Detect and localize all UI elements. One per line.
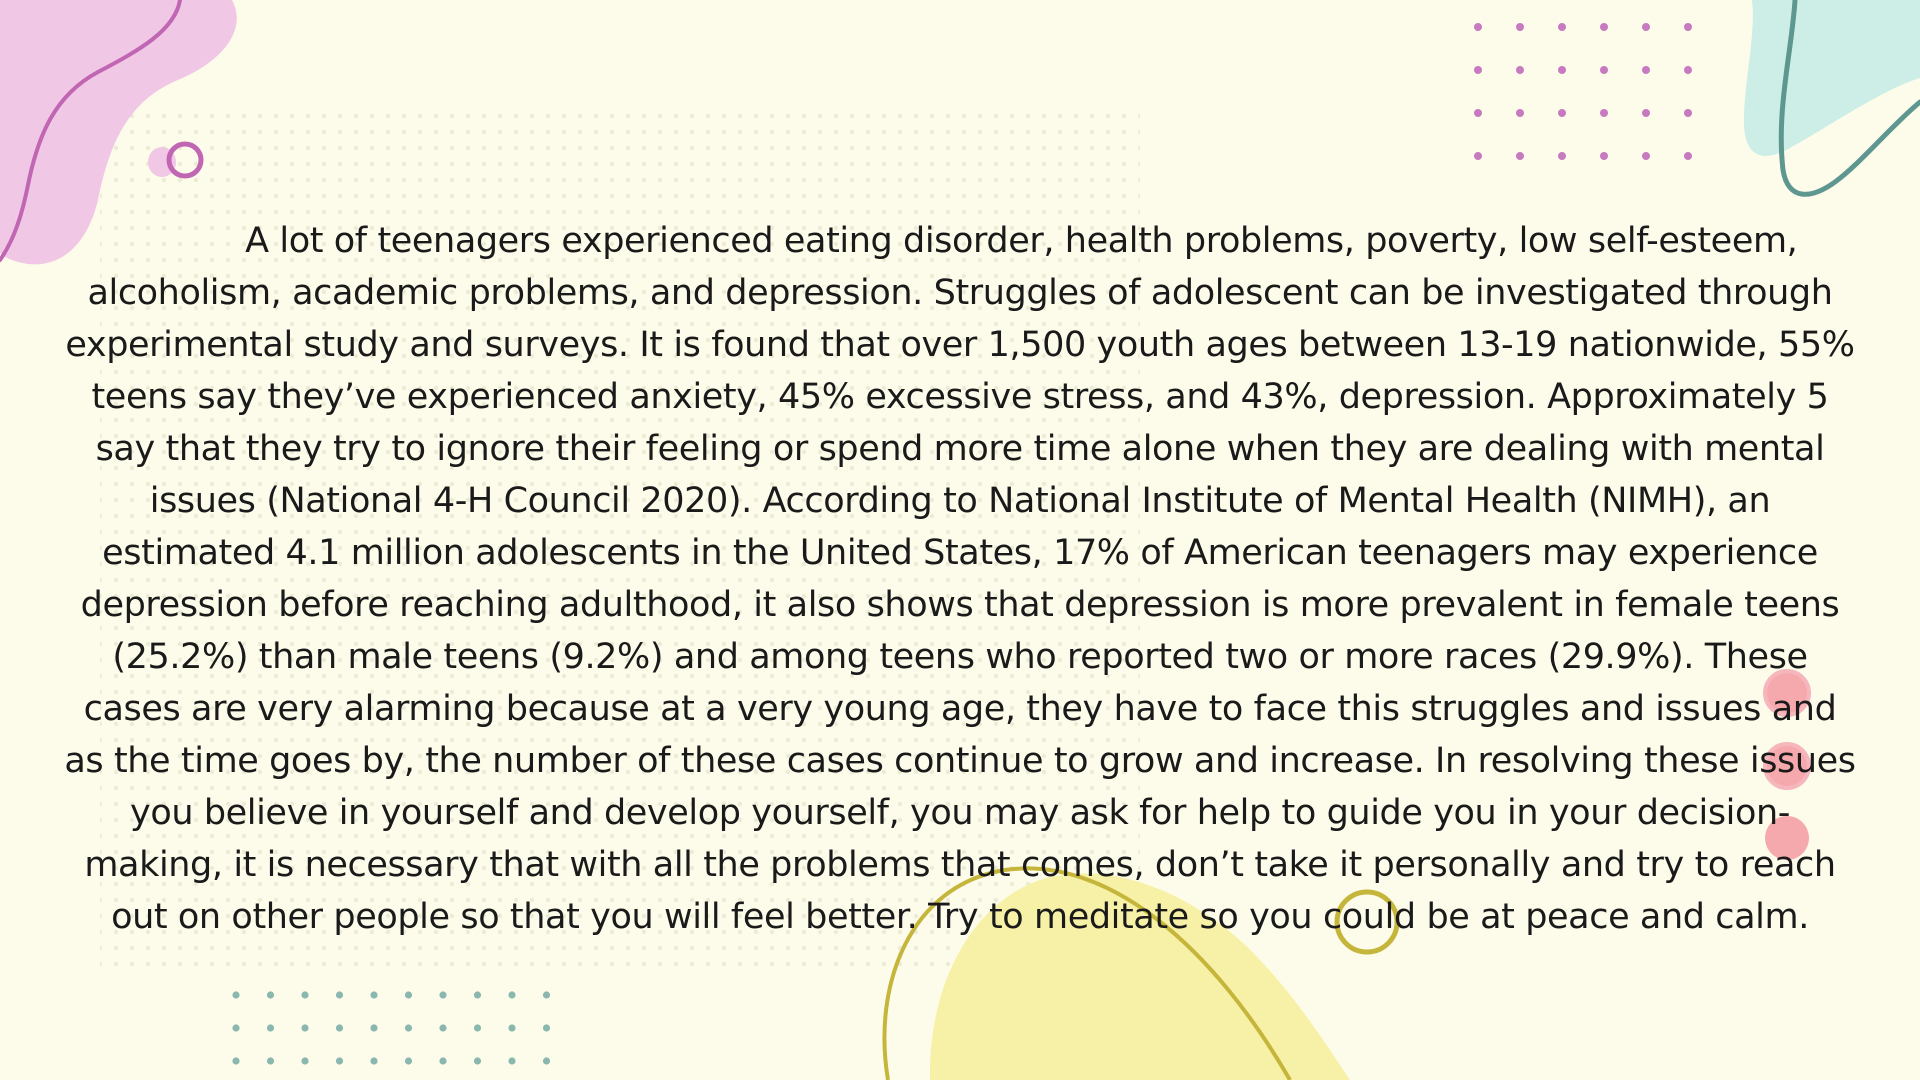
decor-dot xyxy=(232,1057,239,1064)
decor-dot xyxy=(508,991,515,998)
decor-dot xyxy=(1558,23,1566,31)
decor-dot xyxy=(370,991,377,998)
decor-dot xyxy=(1642,23,1650,31)
decor-dot xyxy=(267,1024,274,1031)
teal-dot-grid xyxy=(232,991,550,1064)
decor-dot xyxy=(336,1057,343,1064)
decor-dot xyxy=(543,991,550,998)
decor-dot xyxy=(508,1024,515,1031)
decor-dot xyxy=(1600,23,1608,31)
decor-dot xyxy=(1684,23,1692,31)
decor-dot xyxy=(267,1057,274,1064)
decor-dot xyxy=(1474,66,1482,74)
decor-dot xyxy=(1558,152,1566,160)
decor-dot xyxy=(439,1057,446,1064)
decor-dot xyxy=(1684,66,1692,74)
decor-dot xyxy=(1642,66,1650,74)
decor-dot xyxy=(474,991,481,998)
decor-dot xyxy=(301,1024,308,1031)
decor-dot xyxy=(336,991,343,998)
decor-dot xyxy=(405,991,412,998)
decor-dot xyxy=(301,991,308,998)
purple-dot-grid xyxy=(1474,23,1692,160)
decor-dot xyxy=(336,1024,343,1031)
decor-dot xyxy=(1642,152,1650,160)
decor-dot xyxy=(232,991,239,998)
decor-dot xyxy=(301,1057,308,1064)
decor-dot xyxy=(267,991,274,998)
body-paragraph: A lot of teenagers experienced eating disorder, health problems, poverty, low self-esteem, alcoholism, academic problems, and depression. Struggles of adolescent can be investigated through experimental study and surveys. It is found that over 1,500 youth ages between 13-19 nationwide, 55% teens say they’ve experienced anxiety, 45% excessive stress, and 43%, depression. Approximately 5 say that they try to ignore their feeling or spend more time alone when they are dealing with mental issues (National 4-H Council 2020). According to National Institute of Mental Health (NIMH), an estimated 4.1 million adolescents in the United States, 17% of American teenagers may experience depression before reaching adulthood, it also shows that depression is more prevalent in female teens (25.2%) than male teens (9.2%) and among teens who reported two or more races (29.9%). These cases are very alarming because at a very young age, they have to face this struggles and issues and as the time goes by, the number of these cases continue to grow and increase. In resolving these issues you believe in yourself and develop yourself, you may ask for help to guide you in your decision-making, it is necessary that with all the problems that comes, don’t take it personally and try to reach out on other people so that you will feel better. Try to meditate so you could be at peace and calm. xyxy=(64,221,1856,937)
decor-dot xyxy=(1516,109,1524,117)
decor-dot xyxy=(1600,152,1608,160)
decor-dot xyxy=(439,991,446,998)
decor-dot xyxy=(1474,152,1482,160)
decor-dot xyxy=(1684,152,1692,160)
decor-dot xyxy=(1558,66,1566,74)
decor-dot xyxy=(1474,109,1482,117)
decor-dot xyxy=(1516,23,1524,31)
decor-dot xyxy=(439,1024,446,1031)
decor-dot xyxy=(1684,109,1692,117)
decor-dot xyxy=(232,1024,239,1031)
decor-dot xyxy=(474,1024,481,1031)
decor-dot xyxy=(1516,66,1524,74)
teal-blob xyxy=(1744,0,1920,194)
decor-dot xyxy=(1642,109,1650,117)
decor-dot xyxy=(405,1024,412,1031)
decor-dot xyxy=(1516,152,1524,160)
decor-dot xyxy=(1600,66,1608,74)
decor-dot xyxy=(370,1024,377,1031)
decor-dot xyxy=(474,1057,481,1064)
decor-dot xyxy=(370,1057,377,1064)
decor-dot xyxy=(1474,23,1482,31)
decor-dot xyxy=(1600,109,1608,117)
decor-dot xyxy=(1558,109,1566,117)
decor-dot xyxy=(543,1024,550,1031)
decor-dot xyxy=(508,1057,515,1064)
decor-dot xyxy=(405,1057,412,1064)
decor-dot xyxy=(543,1057,550,1064)
